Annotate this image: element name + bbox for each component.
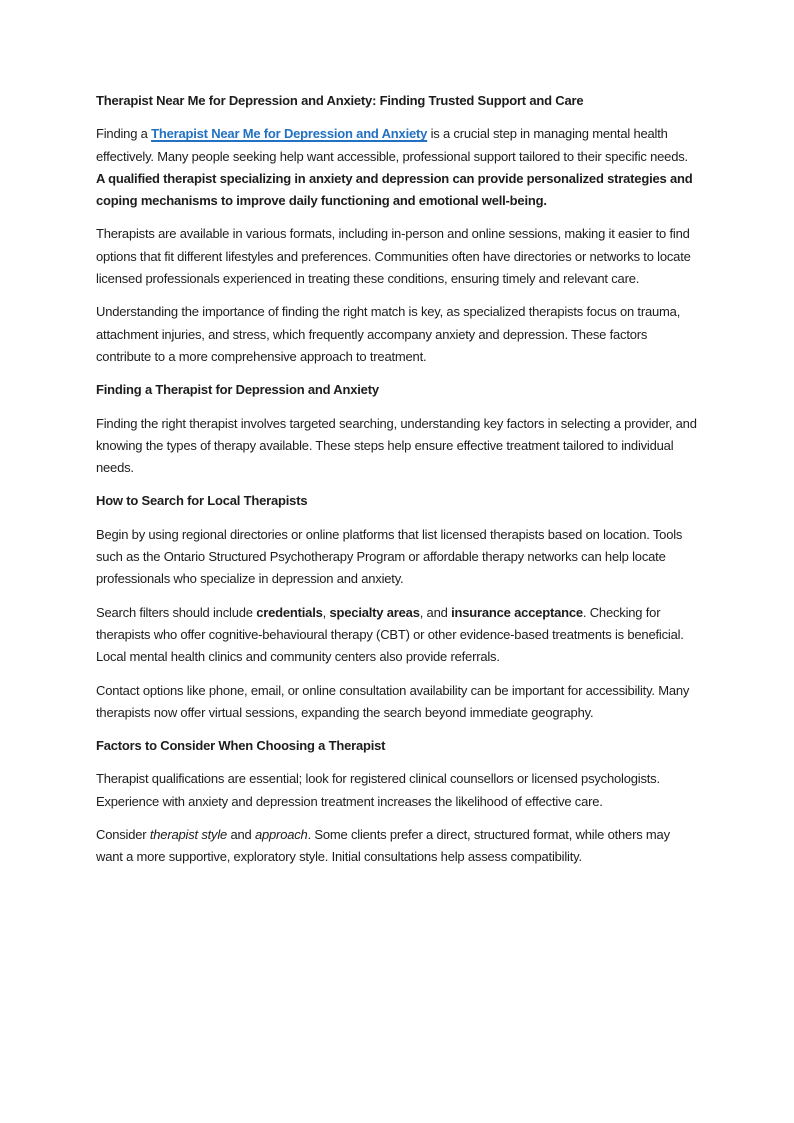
body-paragraph	[96, 524, 698, 591]
body-paragraph	[96, 680, 698, 725]
text-run-normal: is a crucial step in managing mental health effectively. Many people seeking help want accessible, professional support tailored to their specific needs.	[96, 126, 688, 164]
body-paragraph	[96, 602, 698, 669]
section-heading	[96, 379, 698, 401]
body-paragraph	[96, 223, 698, 290]
text-run-bold: credentials	[256, 604, 323, 620]
text-run-normal: . Checking for therapists who offer cognitive-behavioural therapy (CBT) or other evidence-based treatments is beneficial. Local mental health clinics and community centers also provide referrals.	[96, 604, 684, 665]
text-run-bold: insurance acceptance	[451, 604, 583, 620]
text-run-bold: specialty areas	[329, 604, 420, 620]
text-run-normal: Contact options like phone, email, or online consultation availability can be important for accessibility. Many therapists now offer virtual sessions, expanding the search beyond immediate geography.	[96, 682, 690, 720]
text-run-bold: A qualified therapist specializing in anxiety and depression can provide personalized strategies and coping mechanisms to improve daily functioning and emotional well-being.	[96, 170, 693, 209]
text-run-normal: Search filters should include	[96, 604, 257, 620]
text-run-normal: and	[227, 827, 255, 843]
text-run-normal: ,	[322, 604, 330, 620]
text-run-normal: Therapists are available in various formats, including in-person and online sessions, making it easier to find options that fit different lifestyles and preferences. Communities often have directories or networks to locate licensed professionals experienced in treating these conditions, ensuring timely and relevant care.	[96, 226, 691, 287]
text-run-normal: Therapist Near Me for Depression and Anxiety: Finding Trusted Support and Care	[96, 93, 584, 108]
text-run-normal: . Some clients prefer a direct, structured format, while others may want a more supportive, exploratory style. Initial consultations help assess compatibility.	[96, 827, 670, 865]
text-run-normal: Understanding the importance of finding the right match is key, as specialized therapists focus on trauma, attachment injuries, and stress, which frequently accompany anxiety and depression. These factors contribute to a more comprehensive approach to treatment.	[96, 304, 681, 364]
text-run-normal: , and	[419, 604, 452, 620]
text-run-normal: Begin by using regional directories or online platforms that list licensed therapists based on location. Tools such as the Ontario Structured Psychotherapy Program or affordable therapy networks can help locate professionals who specialize in depression and anxiety.	[96, 526, 683, 587]
text-run-normal: How to Search for Local Therapists	[96, 493, 308, 509]
body-paragraph	[96, 123, 698, 212]
text-run-normal: Factors to Consider When Choosing a Therapist	[96, 738, 386, 754]
text-run-normal: Finding a	[96, 126, 152, 142]
text-run-italic: approach	[254, 827, 308, 843]
body-paragraph	[96, 413, 698, 480]
body-paragraph	[96, 301, 698, 368]
inline-hyperlink[interactable]: Therapist Near Me for Depression and Anxiety	[151, 126, 428, 142]
section-heading	[96, 90, 698, 112]
section-heading	[96, 735, 698, 757]
body-paragraph	[96, 824, 698, 869]
text-run-normal: Finding a Therapist for Depression and Anxiety	[96, 382, 379, 398]
text-run-italic: therapist style	[149, 827, 228, 843]
text-run-normal: Consider	[96, 827, 150, 843]
text-run-normal: Therapist qualifications are essential; look for registered clinical counsellors or licensed psychologists. Experience with anxiety and depression treatment increases the likelihood of effective care.	[96, 771, 660, 809]
body-paragraph	[96, 768, 698, 813]
section-heading	[96, 490, 698, 512]
text-run-normal: Finding the right therapist involves targeted searching, understanding key factors in selecting a provider, and knowing the types of therapy available. These steps help ensure effective treatment tailored to individual needs.	[96, 415, 697, 476]
